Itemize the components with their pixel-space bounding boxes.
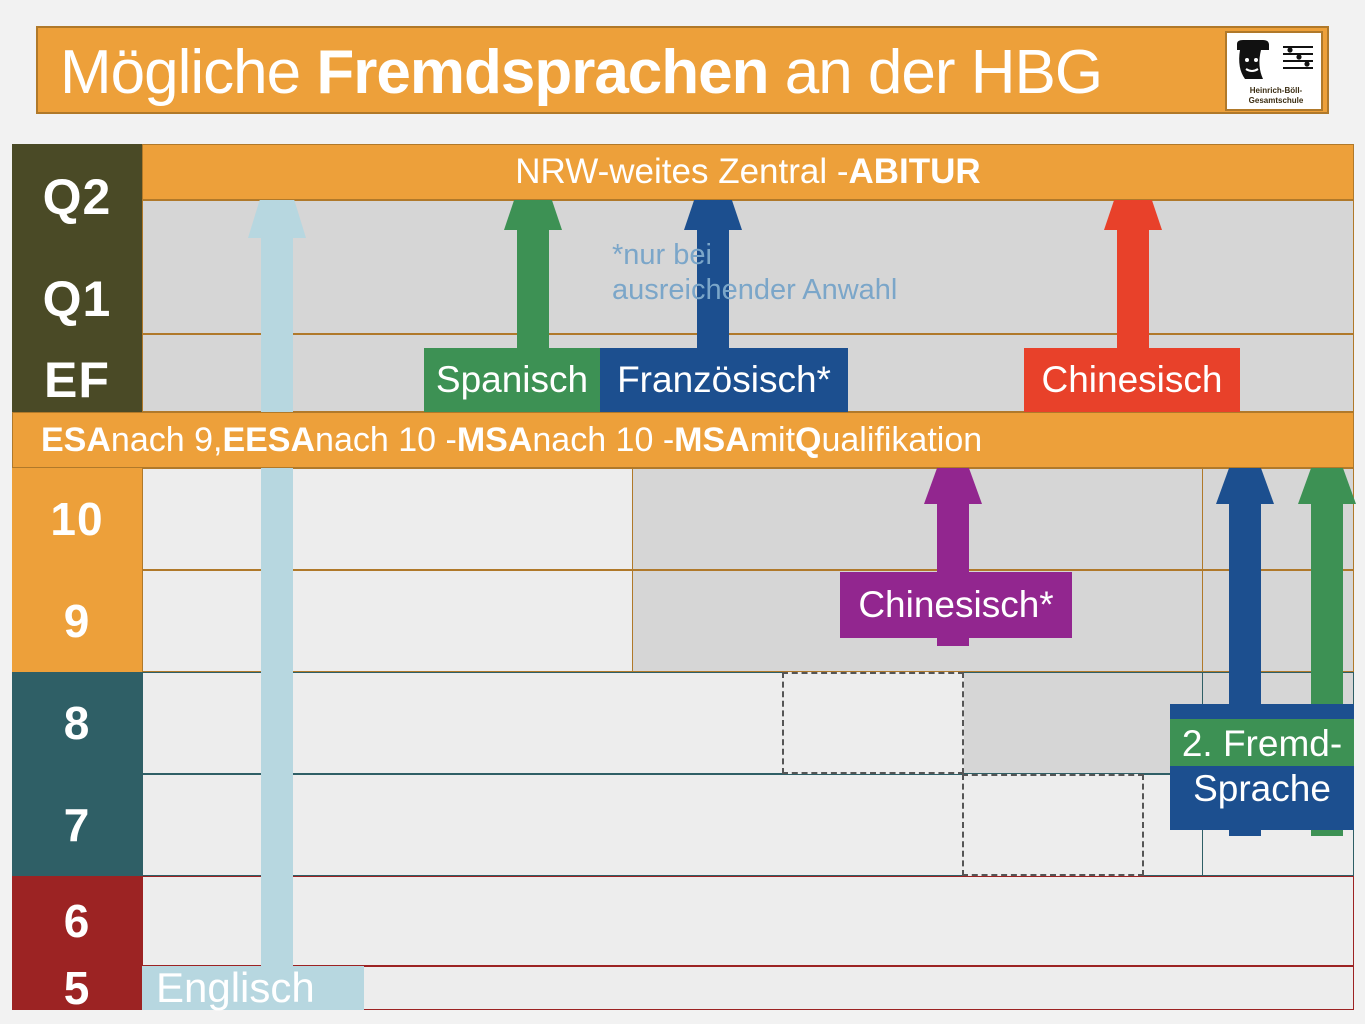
row-label-7: [12, 774, 142, 876]
logo-lines-icon: [1281, 43, 1315, 73]
row-label-10-text: 10: [50, 493, 104, 545]
row-label-9: [12, 570, 142, 672]
footnote-anwahl: [612, 238, 897, 309]
footnote-line2: ausreichender Anwahl: [612, 274, 898, 307]
row-label-6: [12, 876, 142, 966]
abschluss-plain-4: ualifikation: [821, 420, 983, 459]
title-suffix: an der HBG: [768, 38, 1103, 107]
tag-franzoesisch: [600, 348, 848, 412]
row-label-6-text: 6: [63, 895, 91, 947]
row-label-q1-text: Q1: [42, 271, 112, 327]
row-label-7-text: 7: [63, 799, 91, 851]
row-body-6: [142, 876, 1354, 966]
tag-spanisch: [424, 348, 600, 412]
row-label-ef-text: EF: [44, 352, 110, 408]
row-9-divider-right: [1202, 570, 1203, 672]
logo-caption-line1: Heinrich-Böll-: [1249, 86, 1303, 95]
logo-caption-line2: Gesamtschule: [1248, 96, 1304, 105]
row-8-dashed-cell: [782, 672, 964, 774]
row-10-divider-right: [1202, 468, 1203, 570]
tag-chinesisch-ef: [1024, 348, 1240, 412]
abschluss-bold-1: EESA: [222, 420, 316, 459]
abschluss-plain-3: mit: [749, 420, 796, 459]
title-bar: [36, 26, 1329, 114]
tag-chinesisch-9-label: Chinesisch*: [858, 584, 1054, 626]
arrow-englisch-shaft: [261, 236, 293, 996]
logo-caption: [1231, 86, 1321, 106]
tag-englisch-label: Englisch: [156, 964, 315, 1012]
abschluss-bold-2: MSA: [456, 420, 533, 459]
stage-grid: [12, 136, 1354, 1014]
abschluss-plain-1: nach 10 -: [315, 420, 457, 459]
tag-chinesisch-ef-label: Chinesisch: [1041, 359, 1223, 401]
row-label-5: [12, 962, 142, 1014]
tag-chinesisch-9: [840, 572, 1072, 638]
row-label-ef: [12, 348, 142, 412]
tag-zweite-fremdsprache: [1170, 704, 1354, 830]
tag-zweite-fremdsprache-line1: 2. Fremd-: [1170, 719, 1354, 766]
abschluss-banner: [12, 412, 1354, 468]
row-label-q2-text: Q2: [42, 169, 112, 225]
abitur-banner-plain: NRW-weites Zentral -: [515, 152, 849, 191]
tag-spanisch-label: Spanisch: [435, 359, 589, 401]
hbg-logo: [1225, 31, 1323, 111]
row-label-5-text: 5: [63, 962, 91, 1014]
row-label-10: [12, 468, 142, 570]
abitur-banner-bold: ABITUR: [848, 152, 981, 191]
row-label-8-text: 8: [63, 697, 91, 749]
abschluss-plain-2: nach 10 -: [532, 420, 675, 459]
title-bold: Fremdsprachen: [316, 38, 769, 107]
tag-englisch: [142, 966, 364, 1010]
row-7-dashed-cell: [962, 774, 1144, 876]
row-label-8: [12, 672, 142, 774]
arrow-englisch: [248, 144, 306, 996]
abschluss-bold-4: Q: [795, 420, 822, 459]
page-title: [60, 37, 1102, 108]
row-label-q2: [12, 144, 142, 250]
footnote-line1: *nur bei: [612, 239, 712, 271]
row-label-9-text: 9: [63, 595, 91, 647]
title-prefix: Mögliche: [60, 38, 317, 107]
abitur-banner: [142, 144, 1354, 200]
abschluss-bold-3: MSA: [674, 420, 750, 459]
tag-zweite-fremdsprache-line2: Sprache: [1193, 768, 1331, 809]
abschluss-plain-0: nach 9,: [110, 420, 223, 459]
abschluss-bold-0: ESA: [41, 420, 111, 459]
logo-face-icon: [1233, 36, 1279, 82]
row-label-q1: [12, 250, 142, 348]
tag-franzoesisch-label: Französisch*: [617, 359, 831, 401]
